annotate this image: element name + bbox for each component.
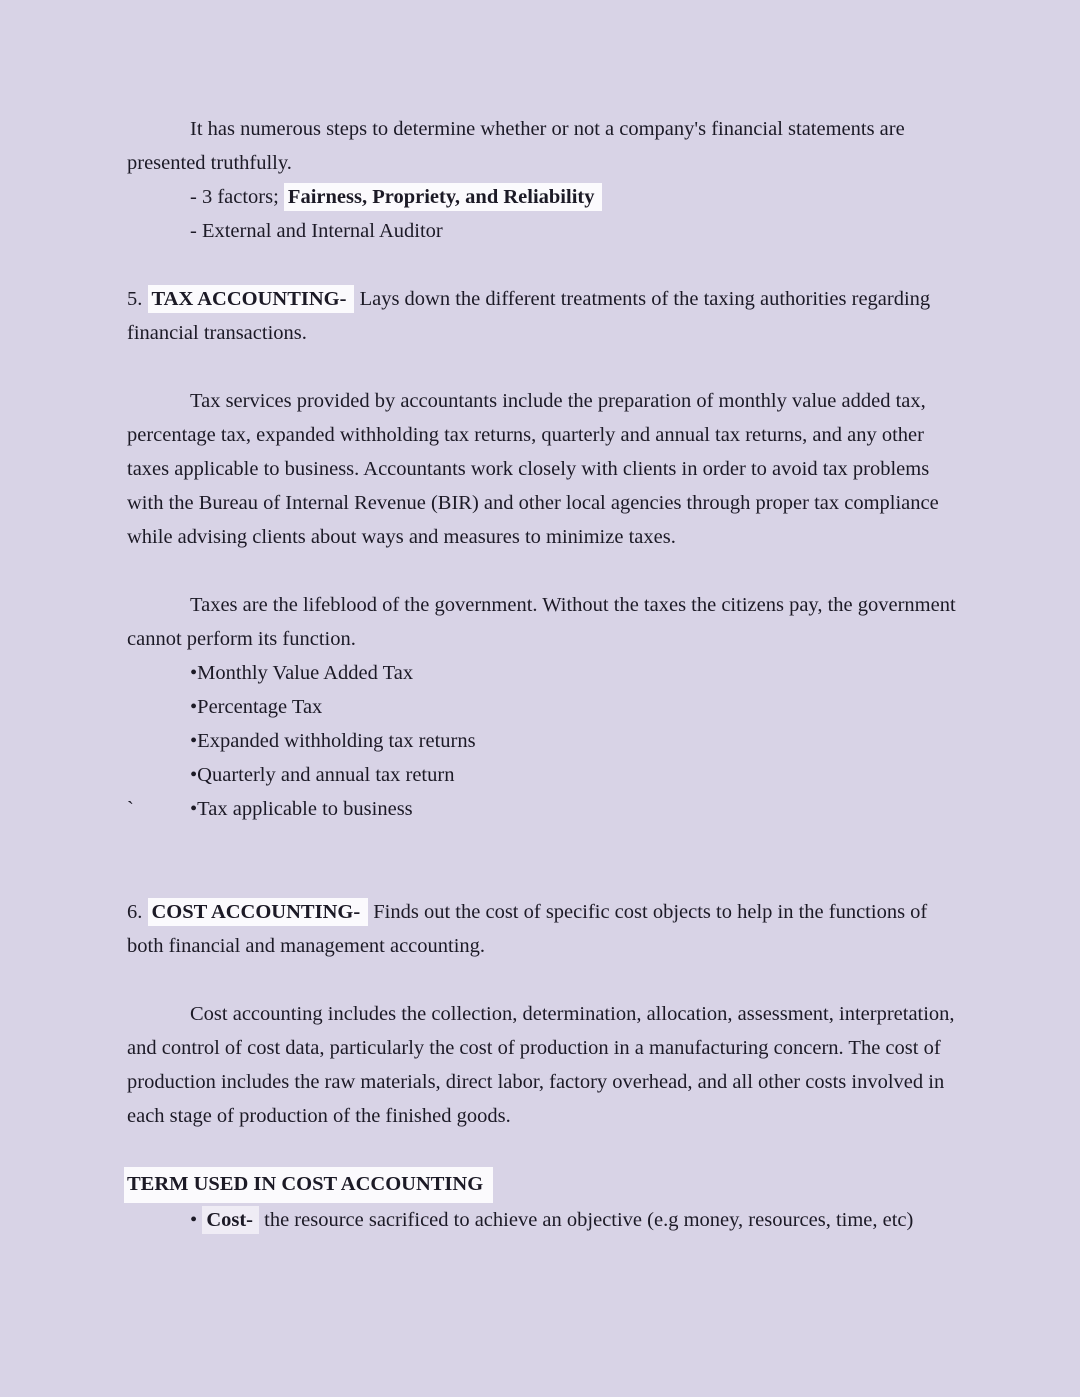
tax-accounting-definition: Lays down the different treatments of the taxing authorities regarding financial transactions.	[127, 288, 931, 344]
cost-term-definition: the resource sacrificed to achieve an objective (e.g money, resources, time, etc)	[259, 1209, 914, 1231]
paragraph-taxes-lifeblood: Taxes are the lifeblood of the government. Without the taxes the citizens pay, the government cannot perform its function.	[127, 594, 956, 650]
highlight-terms-heading: TERM USED IN COST ACCOUNTING	[124, 1167, 493, 1203]
bullet-item-quarterly-annual: •Quarterly and annual tax return	[190, 764, 455, 786]
tax-accounting-number: 5.	[127, 288, 148, 310]
highlight-factors: Fairness, Propriety, and Reliability	[284, 183, 603, 211]
cost-accounting-number: 6.	[127, 901, 148, 923]
cost-term-bullet-marker: •	[190, 1209, 203, 1231]
highlight-cost-term: Cost-	[202, 1206, 259, 1234]
dash-item-auditors: - External and Internal Auditor	[190, 220, 443, 242]
paragraph-cost-includes: Cost accounting includes the collection, determination, allocation, assessment, interpretation, and control of cost data, particularly the cost of production in a manufacturing concern. The cost of production includes the raw materials, direct labor, factory overhead, and all other costs involved in each stage of production of the finished goods.	[127, 1003, 955, 1127]
paragraph-audit-intro: It has numerous steps to determine whether or not a company's financial statements are presented truthfully.	[127, 118, 905, 174]
dash-item-factors	[127, 180, 957, 214]
highlight-cost-accounting-title: COST ACCOUNTING-	[148, 898, 369, 926]
paragraph-tax-services: Tax services provided by accountants include the preparation of monthly value added tax, percentage tax, expanded withholding tax returns, quarterly and annual tax returns, and any other taxes applicable to business. Accountants work closely with clients in order to avoid tax problems with the Bureau of Internal Revenue (BIR) and other local agencies through proper tax compliance while advising clients about ways and measures to minimize taxes.	[127, 390, 939, 548]
dash-item-factors-prefix: - 3 factors;	[190, 186, 284, 208]
bullet-item-monthly-vat: •Monthly Value Added Tax	[190, 662, 414, 684]
document-content	[127, 112, 957, 1237]
bullet-item-percentage-tax: •Percentage Tax	[190, 696, 323, 718]
cost-accounting-definition: Finds out the cost of specific cost objects to help in the functions of both financial and management accounting.	[127, 901, 928, 957]
bullet-item-cost-term	[127, 1203, 957, 1237]
heading-cost-accounting	[127, 895, 957, 963]
bullet-item-expanded-withholding: •Expanded withholding tax returns	[190, 730, 476, 752]
bullet-item-tax-applicable	[127, 792, 957, 826]
bullet-item-tax-applicable-text: •Tax applicable to business	[190, 798, 413, 820]
stray-backtick-mark: `	[127, 798, 134, 820]
heading-terms-used	[127, 1167, 957, 1203]
highlight-tax-accounting-title: TAX ACCOUNTING-	[148, 285, 355, 313]
heading-tax-accounting	[127, 282, 957, 350]
